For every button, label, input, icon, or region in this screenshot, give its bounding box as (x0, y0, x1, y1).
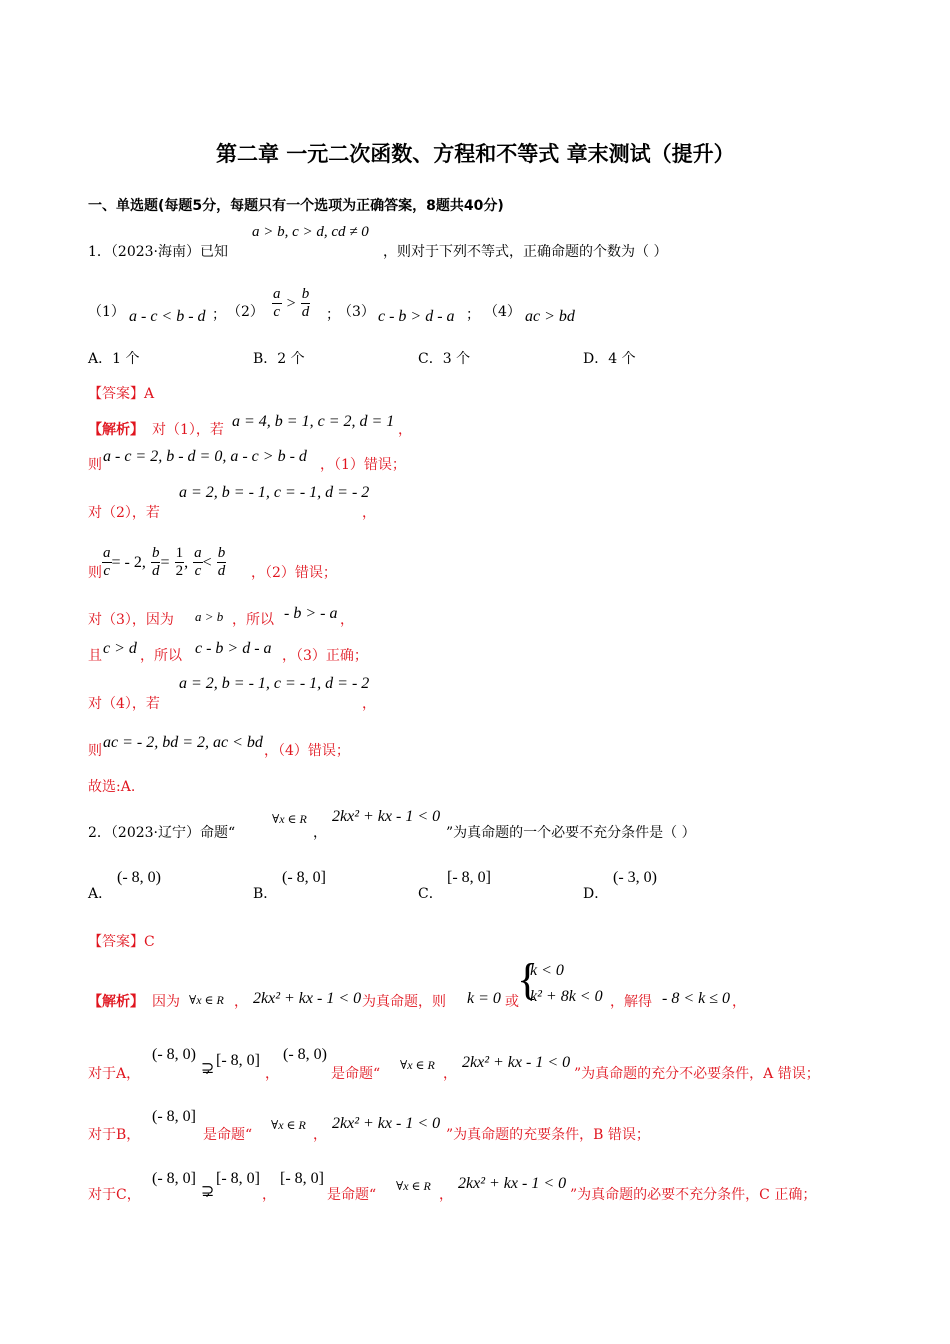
q2-analysis-c-set1: (- 8, 0] (152, 1170, 196, 1187)
q2-analysis-l1-end: ， (732, 994, 746, 1010)
q1-analysis-label: 【解析】 (88, 422, 144, 438)
q2-analysis-c-t2: ”为真命题的必要不充分条件，C 正确； (570, 1187, 817, 1203)
q2-analysis-a-t1: 是命题“ (331, 1066, 381, 1082)
q2-analysis-l1-ineq: 2kx² + kx - 1 < 0 (253, 990, 362, 1007)
system-brace: { (517, 955, 539, 1004)
q1-analysis-l3-math: a = 2, b = - 1, c = - 1, d = - 2 (179, 484, 370, 501)
q1-option-b: B．2 个 (253, 351, 305, 367)
q1-analysis-l7-end: ， (362, 696, 376, 712)
q2-option-b-value: (- 8, 0] (282, 869, 326, 886)
q1-analysis-l5-math2: - b > - a (284, 605, 338, 622)
q1-analysis-l5-mid: ，所以 (232, 612, 274, 628)
q2-option-d-value: (- 3, 0) (613, 869, 657, 886)
q1-item-2-expr: $\frac{a}{c}$ > $\frac{b}{d}$ (273, 286, 310, 320)
q2-analysis-a-ineq: 2kx² + kx - 1 < 0 (462, 1054, 571, 1071)
q1-analysis-l6-end: ，（3）正确； (282, 648, 368, 664)
q1-analysis-l1-math: a = 4, b = 1, c = 2, d = 1 (232, 413, 395, 430)
q2-analysis-c-t1: 是命题“ (327, 1187, 377, 1203)
q2-analysis-a-sep: ， (265, 1066, 279, 1082)
q1-item-4-label: （4） (484, 304, 521, 320)
q1-analysis-l7-pre: 对（4），若 (88, 696, 160, 712)
q1-prefix: 1．（2023·海南）已知 (88, 244, 228, 260)
q2-analysis-l1-k0: k = 0 (467, 990, 501, 1007)
q1-analysis-l6-mid: ，所以 (140, 648, 182, 664)
q2-analysis-c-comma: ， (439, 1187, 453, 1203)
q2-forall: ∀x ∈ R (272, 812, 307, 826)
q1-analysis-l5-pre: 对（3），因为 (88, 612, 174, 628)
q2-analysis-a-set3: (- 8, 0) (283, 1046, 327, 1063)
q1-suffix: ，则对于下列不等式，正确命题的个数为（ ） (383, 244, 668, 260)
q2-inequality: 2kx² + kx - 1 < 0 (332, 808, 441, 825)
q1-analysis-l6-pre: 且 (88, 648, 102, 664)
q2-analysis-c-set2: [- 8, 0] (216, 1170, 260, 1187)
q2-prefix: 2．（2023·辽宁）命题“ (88, 825, 236, 841)
q1-item-1-label: （1） (88, 304, 125, 320)
q1-analysis-l6-math1: c > d (103, 640, 137, 657)
q2-analysis-b-set1: (- 8, 0] (152, 1108, 196, 1125)
q2-analysis-c-set3: [- 8, 0] (280, 1170, 324, 1187)
q1-item-1-expr: a - c < b - d (129, 308, 206, 325)
q1-analysis-l2-math: a - c = 2, b - d = 0, a - c > b - d (103, 448, 307, 465)
q2-option-b-label: B． (253, 886, 278, 902)
q2-analysis-a-set2: [- 8, 0] (216, 1052, 260, 1069)
q1-analysis-l5-math1: a > b (195, 609, 224, 624)
q2-analysis-l1-or: 或 (505, 994, 519, 1010)
q2-option-a-label: A． (88, 886, 113, 902)
section-heading: 一、单选题(每题5分，每题只有一个选项为正确答案，8题共40分) (88, 198, 504, 214)
q2-analysis-a-comma: ， (443, 1066, 457, 1082)
q1-sep-1: ； (212, 307, 226, 323)
q2-option-d-label: D． (583, 886, 609, 902)
q2-analysis-a-t2: ”为真命题的充分不必要条件，A 错误； (574, 1066, 820, 1082)
q1-analysis-l8-pre: 则 (88, 743, 102, 759)
q1-analysis-conclusion: 故选:A. (88, 779, 136, 795)
q2-answer: 【答案】C (88, 934, 155, 950)
q2-suffix: ”为真命题的一个必要不充分条件是（ ） (446, 825, 696, 841)
q2-analysis-c-ineq: 2kx² + kx - 1 < 0 (458, 1175, 567, 1192)
q2-analysis-c-forall: ∀x ∈ R (396, 1179, 431, 1193)
q1-sep-2: ； (326, 307, 340, 323)
q2-analysis-b-pre: 对于B， (88, 1127, 141, 1143)
q1-answer: 【答案】A (88, 386, 155, 402)
q2-analysis-b-ineq: 2kx² + kx - 1 < 0 (332, 1115, 441, 1132)
q1-analysis-l4-pre: 则 (88, 565, 102, 581)
q1-option-c: C．3 个 (418, 351, 471, 367)
q1-analysis-l5-end: ， (340, 612, 354, 628)
q2-option-c-label: C． (418, 886, 443, 902)
q2-analysis-l1-sys2: k² + 8k < 0 (530, 988, 603, 1005)
q1-option-a: A．1 个 (88, 351, 140, 367)
q1-analysis-l8-math: ac = - 2, bd = 2, ac < bd (103, 734, 263, 751)
q1-analysis-l8-end: ，（4）错误； (264, 743, 350, 759)
q2-analysis-l1-comma: ， (234, 994, 248, 1010)
q1-analysis-l7-math: a = 2, b = - 1, c = - 1, d = - 2 (179, 675, 370, 692)
q2-analysis-l1-t1: 因为 (152, 994, 180, 1010)
q2-analysis-l1-result: - 8 < k ≤ 0 (662, 990, 731, 1007)
q1-option-d: D．4 个 (583, 351, 636, 367)
q2-option-a-value: (- 8, 0) (117, 869, 161, 886)
q2-analysis-l1-t3: ，解得 (610, 994, 652, 1010)
q2-analysis-a-set1: (- 8, 0) (152, 1046, 196, 1063)
q1-analysis-l3-pre: 对（2），若 (88, 505, 160, 521)
q2-analysis-b-t2: ”为真命题的充要条件，B 错误； (446, 1127, 650, 1143)
q1-analysis-l3-end: ， (362, 505, 376, 521)
q1-condition: a > b, c > d, cd ≠ 0 (252, 224, 369, 240)
q2-comma: ， (313, 825, 327, 841)
q2-analysis-c-supset: ⊋ (201, 1183, 215, 1200)
q1-analysis-l1-text: 对（1），若 (152, 422, 224, 438)
q2-analysis-a-forall: ∀x ∈ R (400, 1058, 435, 1072)
q2-analysis-b-forall: ∀x ∈ R (271, 1118, 306, 1132)
q1-analysis-l2-end: ，（1）错误； (320, 457, 406, 473)
q1-item-2-label: （2） (227, 304, 264, 320)
q1-sep-3: ； (466, 307, 480, 323)
q2-analysis-l1-forall: ∀x ∈ R (189, 993, 224, 1007)
q2-analysis-label: 【解析】 (88, 994, 144, 1010)
q1-analysis-l4-end: ，（2）错误； (251, 565, 337, 581)
q2-analysis-b-t1: 是命题“ (203, 1127, 253, 1143)
q1-item-3-expr: c - b > d - a (378, 308, 455, 325)
q2-analysis-l1-sys1: k < 0 (530, 962, 564, 979)
q2-analysis-b-comma: ， (313, 1127, 327, 1143)
q1-analysis-l6-math2: c - b > d - a (195, 640, 272, 657)
q2-analysis-a-pre: 对于A， (88, 1066, 141, 1082)
q1-item-3-label: （3） (338, 304, 375, 320)
q1-analysis-l2-pre: 则 (88, 457, 102, 473)
q1-analysis-l1-end: ， (398, 422, 412, 438)
q1-item-4-expr: ac > bd (525, 308, 575, 325)
q2-analysis-c-pre: 对于C， (88, 1187, 141, 1203)
q2-analysis-l1-t2: 为真命题，则 (362, 994, 446, 1010)
q2-analysis-c-sep: ， (262, 1187, 276, 1203)
q2-analysis-a-supset: ⊋ (201, 1060, 215, 1077)
q2-option-c-value: [- 8, 0] (447, 869, 491, 886)
q1-analysis-l4-math: $\frac{a}{c}$ = - 2, $\frac{b}{d}$ = $\frac{1}{2}$ , $\frac{a}{c}$ < $\frac{b}{d}$ (103, 545, 226, 579)
page-title: 第二章 一元二次函数、方程和不等式 章末测试（提升） (216, 142, 735, 166)
